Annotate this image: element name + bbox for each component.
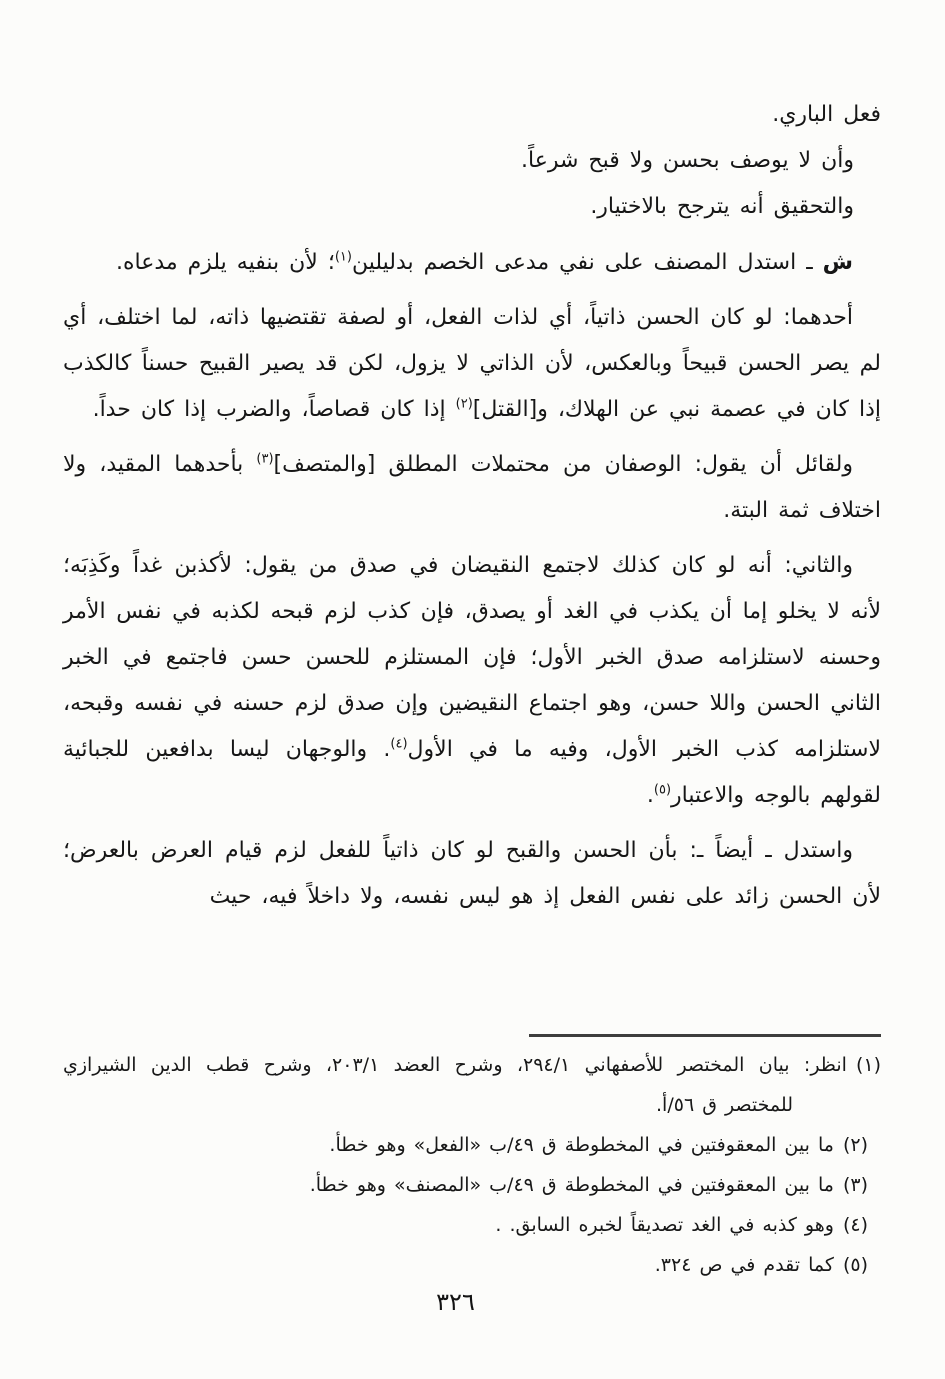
footnote-reference: (٤) [390,736,408,752]
footnote-marker: (٢) [842,1134,868,1156]
footnote-continuation: للمختصر ق ٥٦/أ. [656,1094,793,1116]
footnote-separator [529,1034,881,1037]
footnote-text: (٥)كما تقدم في ص ٣٢٤. [654,1254,868,1276]
footnotes-section [63,1008,881,1285]
page-number: ٣٢٦ [436,1288,475,1316]
footnote-marker: (١) [855,1054,882,1076]
paragraph-additional-argument: واستدل ـ أيضاً ـ: بأن الحسن والقبح لو كان ذاتياً للفعل لزم قيام العرض بالعرض؛ لأن الحسن زائد على نفس الفعل إذ هو ليس نفسه، ولا داخلاً فيه، حيث [63,838,881,909]
paragraph-second-argument: والثاني: أنه لو كان كذلك لاجتمع النقيضان في صدق من يقول: لأكذبن غداً وكَذِبَه؛ لأنه لا يخلو إما أن يكذب في الغد أو يصدق، فإن كذب لزم قبحه لكذبه في نفس الأمر وحسنه لاستلزامه صدق الخبر الأول؛ فإن المستلزم للحسن حسن فاجتمع في الخبر الثاني الحسن واللا حسن، وهو اجتماع النقيضين وإن صدق لزم حسنه في نفسه وقبحه، لاستلزامه كذب الخبر الأول، وفيه ما في الأول$^{(٤)}$. والوجهان ليسا بدافعين للجبائية لقولهم بالوجه والاعتبار$^{(٥)}$. [63,553,881,808]
paragraph-first-argument: أحدهما: لو كان الحسن ذاتياً، أي لذات الفعل، أو لصفة تقتضيها ذاته، لما اختلف، أي لم يصر الحسن قبيحاً وبالعكس، لأن الذاتي لا يزول، لكن قد يصير القبيح حسناً كالكذب إذا كان في عصمة نبي عن الهلاك، و[القتل]$^{(٢)}$ إذا كان قصاصاً، والضرب إذا كان حداً. [63,305,881,422]
paragraph-objection: ولقائل أن يقول: الوصفان من محتملات المطلق [والمتصف]$^{(٣)}$ بأحدهما المقيد، ولا اختلاف ثمة البتة. [63,451,881,523]
footnote-text: (٣)ما بين المعقوفتين في المخطوطة ق ٤٩/ب «المصنف» وهو خطأ. [309,1174,868,1196]
footnote-marker: (٣) [842,1174,868,1196]
matn-line-2: وأن لا يوصف بحسن ولا قبح شرعاً. [521,148,854,173]
footnote-list [63,1045,881,1285]
footnote-text: (٤)وهو كذبه في الغد تصديقاً لخبره السابق. . [495,1214,868,1236]
footnote-text: (١)انظر: بيان المختصر للأصفهاني ٢٩٤/١، وشرح العضد ٢٠٣/١، وشرح قطب الدين الشيرازي [63,1054,882,1076]
footnote-text: (٢)ما بين المعقوفتين في المخطوطة ق ٤٩/ب «الفعل» وهو خطأ. [329,1134,868,1156]
footnote-reference: (٥) [653,782,672,798]
footnote-1 [63,1045,881,1125]
footnote-4 [63,1205,881,1245]
matn-line-3: والتحقيق أنه يترجح بالاختيار. [590,194,854,219]
footnote-marker: (٥) [842,1254,868,1276]
footnote-reference: (١) [334,249,352,265]
matn-line-1: فعل الباري. [772,102,881,127]
sharh-marker: ش [822,250,853,275]
footnote-2 [63,1125,881,1165]
footnote-5 [63,1245,881,1285]
footnote-reference: (٣) [256,451,274,467]
paragraph-sharh-intro: ش ـ استدل المصنف على نفي مدعى الخصم بدليلين$^{(١)}$؛ لأن بنفيه يلزم مدعاه. [115,249,853,275]
matn-section [63,92,881,230]
footnote-3 [63,1165,881,1205]
commentary-section [63,240,881,920]
footnote-reference: (٢) [455,396,473,412]
footnote-marker: (٤) [842,1214,868,1236]
